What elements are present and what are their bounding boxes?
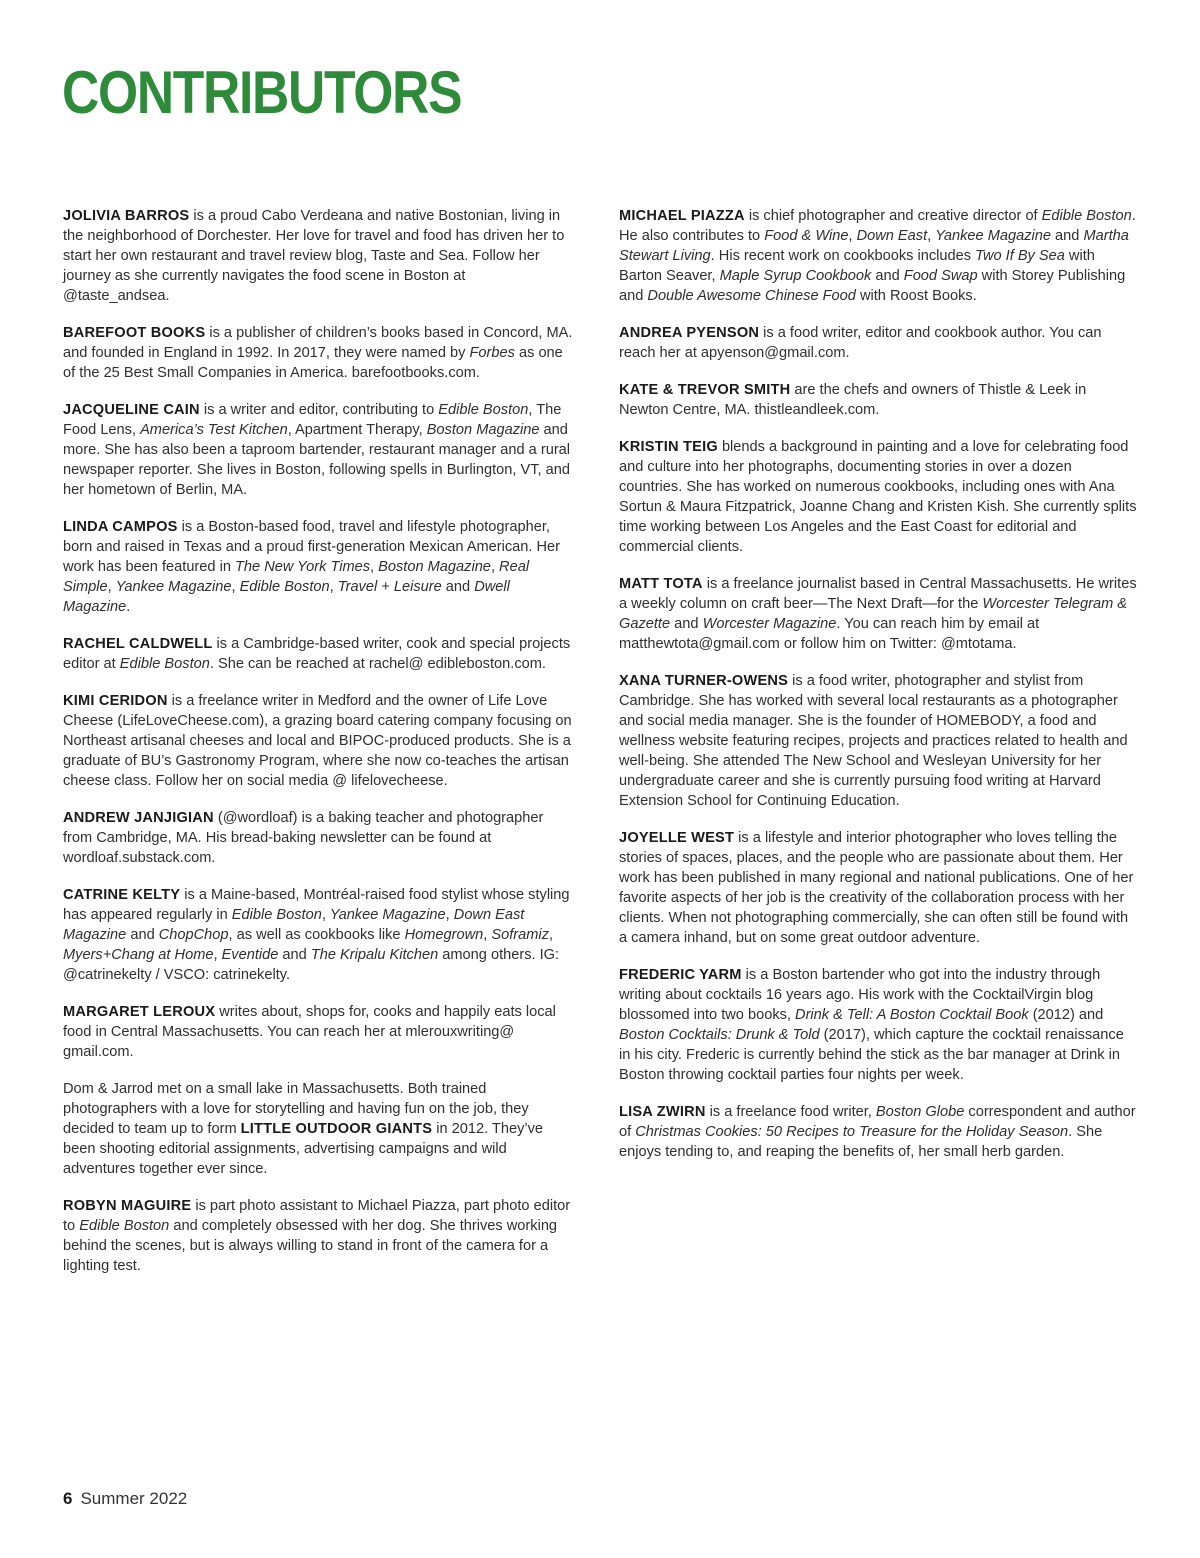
publication-title: Boston Globe [875, 1104, 965, 1120]
bio-text: is a food writer, photographer and stylist from Cambridge. She has worked with several local restaurants as a photographer and social media manager. She is the founder of HOMEBODY, a food and wellness website featuring recipes, projects and practices related to health and well-being. She attended The New School and Wesleyan University for her undergraduate career and she is currently pursuing food writing at Harvard Extension School for Continuing Education. [619, 673, 1128, 809]
contributor-bio-barefoot-books [63, 323, 575, 383]
bio-text: , [107, 579, 116, 595]
bio-text: are the chefs and owners of Thistle & Leek in Newton Centre, MA. thistleandleek.com. [619, 382, 1087, 418]
contributor-name: MATT TOTA [619, 576, 703, 592]
bio-text: in 2012. They’ve been shooting editorial assignments, advertising campaigns and wild adventures together ever since. [63, 1121, 544, 1177]
contributor-bio-catrine-kelty [63, 885, 575, 985]
bio-text: , [848, 228, 857, 244]
publication-title: Homegrown [404, 927, 484, 943]
publication-title: ChopChop [158, 927, 229, 943]
bio-text: with Barton Seaver, [619, 248, 1095, 284]
contributor-name: ROBYN MAGUIRE [63, 1198, 192, 1214]
publication-title: Edible Boston [79, 1218, 170, 1234]
contributor-name: LISA ZWIRN [619, 1104, 706, 1120]
publication-title: Boston Magazine [426, 422, 540, 438]
bio-text: is a lifestyle and interior photographer who loves telling the stories of spaces, places, and the people who are passionate about them. Her work has been published in many regional and national publications. One of her favorite aspects of her job is the creativity of the collaboration process with her clients. When not photographing commercially, she can often still be found with a camera inhand, but on some great outdoor adventure. [619, 830, 1134, 946]
bio-text: , [548, 927, 553, 943]
contributor-name: ANDREW JANJIGIAN [63, 810, 214, 826]
contributor-name: JOYELLE WEST [619, 830, 735, 846]
publication-title: The New York Times [235, 559, 371, 575]
bio-text: is chief photographer and creative director of [744, 208, 1042, 224]
contributor-name: KATE & TREVOR SMITH [619, 382, 791, 398]
contributor-name: MARGARET LEROUX [63, 1004, 216, 1020]
publication-title: Edible Boston [1041, 208, 1132, 224]
bio-text: , [370, 559, 379, 575]
bio-text: is a Boston-based food, travel and lifestyle photographer, born and raised in Texas and a proud first-generation Mexican American. Her work has been featured in [63, 519, 560, 575]
contributor-bio-xana-turner-owens [619, 671, 1137, 811]
contributor-bio-kimi-ceridon [63, 691, 575, 791]
contributor-bio-jolivia-barros [63, 206, 575, 306]
contributor-name: CATRINE KELTY [63, 887, 181, 903]
bio-text: , [483, 927, 492, 943]
publication-title: Christmas Cookies: 50 Recipes to Treasure for the Holiday Season [635, 1124, 1069, 1140]
publication-title: Edible Boston [438, 402, 529, 418]
bio-text: and [670, 616, 703, 632]
contributor-name: ANDREA PYENSON [619, 325, 760, 341]
bio-text: , [213, 947, 222, 963]
contributor-name: LINDA CAMPOS [63, 519, 178, 535]
contributor-bio-margaret-leroux [63, 1002, 575, 1062]
contributor-bio-robyn-maguire [63, 1196, 575, 1276]
publication-title: Maple Syrup Cookbook [719, 268, 872, 284]
publication-title: Food Swap [903, 268, 978, 284]
bio-text: with Roost Books. [855, 288, 977, 304]
publication-title: Down East [856, 228, 928, 244]
bio-text: is a freelance writer in Medford and the owner of Life Love Cheese (LifeLoveCheese.com), a grazing board catering company focusing on Northeast artisanal cheeses and local and BIPOC-produced products. She is a graduate of BU’s Gastronomy Program, where she now co-teaches the artisan cheese class. Follow her on social media @ lifelovecheese. [63, 693, 572, 789]
publication-title: Edible Boston [119, 656, 210, 672]
bio-text: is a food writer, editor and cookbook author. You can reach her at apyenson@gmail.com. [619, 325, 1102, 361]
contributor-bio-lisa-zwirn [619, 1102, 1137, 1162]
publication-title: Martha Stewart Living [619, 228, 1129, 264]
publication-title: Down East Magazine [63, 907, 525, 943]
contributor-bio-rachel-caldwell [63, 634, 575, 674]
bio-text: (2017), which capture the cocktail renaissance in his city. Frederic is currently behind the stick as the bar manager at Drink in Boston throwing cocktail parties four nights per week. [619, 1027, 1124, 1083]
bio-text: and [871, 268, 904, 284]
bio-text: and [441, 579, 475, 595]
bio-text: , [490, 559, 500, 575]
bio-text: is a freelance food writer, [705, 1104, 876, 1120]
bio-text: with Storey Publishing and [619, 268, 1126, 304]
bio-text: (@wordloaf) is a baking teacher and photographer from Cambridge, MA. His bread-baking newsletter can be found at wordloaf.substack.com. [63, 810, 544, 866]
contributor-bio-michael-piazza [619, 206, 1137, 306]
publication-title: Soframiz [491, 927, 549, 943]
contributor-bio-little-outdoor-giants [63, 1079, 575, 1179]
issue-label: Summer 2022 [80, 1489, 188, 1508]
bio-text: among others. IG: @catrinekelty / VSCO: catrinekelty. [63, 947, 560, 983]
bio-text: and [126, 927, 159, 943]
contributor-bio-kate-trevor-smith [619, 380, 1137, 420]
publication-title: Boston Magazine [378, 559, 491, 575]
contributor-name: KRISTIN TEIG [619, 439, 718, 455]
bio-text: . He also contributes to [619, 208, 1136, 244]
publication-title: Drink & Tell: A Boston Cocktail Book [795, 1007, 1029, 1023]
publication-title: Food & Wine [764, 228, 849, 244]
publication-title: Eventide [221, 947, 279, 963]
page-footer [63, 1488, 187, 1510]
contributor-name: XANA TURNER-OWENS [619, 673, 789, 689]
publication-title: Yankee Magazine [115, 579, 232, 595]
contributor-name: FREDERIC YARM [619, 967, 742, 983]
publication-title: Travel + Leisure [337, 579, 442, 595]
publication-title: Double Awesome Chinese Food [647, 288, 856, 304]
contributor-name: MICHAEL PIAZZA [619, 208, 745, 224]
right-column [619, 206, 1137, 1179]
left-column [63, 206, 575, 1293]
bio-text: writes about, shops for, cooks and happily eats local food in Central Massachusetts. You can reach her at mlerouxwriting@ gmail.com. [63, 1004, 556, 1060]
bio-text: and [278, 947, 311, 963]
contributor-bio-andrea-pyenson [619, 323, 1137, 363]
bio-text: is a writer and editor, contributing to [199, 402, 439, 418]
bio-text: . You can reach him by email at matthewtota@gmail.com or follow him on Twitter: @mtotama. [619, 616, 1040, 652]
publication-title: Edible Boston [239, 579, 330, 595]
contributor-name: JACQUELINE CAIN [63, 402, 200, 418]
bio-text: Dom & Jarrod met on a small lake in Massachusetts. Both trained photographers with a love for storytelling and having fun on the job, they decided to team up to form [63, 1081, 529, 1137]
page-title: CONTRIBUTORS [62, 59, 462, 126]
contributor-name: RACHEL CALDWELL [63, 636, 213, 652]
bio-text: correspondent and author of [619, 1104, 1136, 1140]
contributor-name: KIMI CERIDON [63, 693, 168, 709]
bio-text: , [321, 907, 330, 923]
bio-text: (2012) and [1028, 1007, 1104, 1023]
publication-title: Forbes [469, 345, 515, 361]
bio-text: . [126, 599, 131, 615]
page-number: 6 [63, 1489, 73, 1508]
bio-text: , [329, 579, 338, 595]
bio-text: is a proud Cabo Verdeana and native Bostonian, living in the neighborhood of Dorchester. Her love for travel and food has driven her to start her own restaurant and travel review blog, Taste and Sea. Follow her journey as she currently navigates the food scene in Boston at @taste_andsea. [63, 208, 565, 304]
bio-text: , [445, 907, 454, 923]
contributor-bio-frederic-yarm [619, 965, 1137, 1085]
publication-title: Real Simple [63, 559, 530, 595]
contributor-bio-linda-campos [63, 517, 575, 617]
contributor-bio-kristin-teig [619, 437, 1137, 557]
contributor-bio-joyelle-west [619, 828, 1137, 948]
bio-text: is a freelance journalist based in Central Massachusetts. He writes a weekly column on craft beer—The Next Draft—for the [619, 576, 1137, 612]
publication-title: Worcester Magazine [702, 616, 837, 632]
publication-title: Edible Boston [231, 907, 322, 923]
publication-title: Yankee Magazine [329, 907, 446, 923]
bio-text: , as well as cookbooks like [228, 927, 405, 943]
publication-title: Myers+Chang at Home [63, 947, 214, 963]
publication-title: Worcester Telegram & Gazette [619, 596, 1128, 632]
bio-text: , The Food Lens, [63, 402, 562, 438]
bio-text: and more. She has also been a taproom bartender, restaurant manager and a rural newspaper reporter. She lives in Boston, following spells in Burlington, VT, and her hometown of Berlin, MA. [63, 422, 571, 498]
contributor-bio-matt-tota [619, 574, 1137, 654]
contributor-bio-jacqueline-cain [63, 400, 575, 500]
publication-title: Two If By Sea [975, 248, 1065, 264]
contributor-bio-andrew-janjigian [63, 808, 575, 868]
bio-text: is a Cambridge-based writer, cook and special projects editor at [63, 636, 571, 672]
contributor-name: BAREFOOT BOOKS [63, 325, 206, 341]
bio-text: as one of the 25 Best Small Companies in America. barefootbooks.com. [63, 345, 563, 381]
bio-text: , [927, 228, 936, 244]
bio-text: . His recent work on cookbooks includes [710, 248, 976, 264]
publication-title: Boston Cocktails: Drunk & Told [619, 1027, 820, 1043]
bio-text: and completely obsessed with her dog. She thrives working behind the scenes, but is always willing to stand in front of the camera for a lighting test. [63, 1218, 558, 1274]
bio-text: . She enjoys tending to, and reaping the benefits of, her small herb garden. [619, 1124, 1103, 1160]
bio-text: is a publisher of children’s books based in Concord, MA. and founded in England in 1992. In 2017, they were named by [63, 325, 573, 361]
bio-text: , Apartment Therapy, [287, 422, 427, 438]
publication-title: America’s Test Kitchen [140, 422, 288, 438]
bio-text: is a Boston bartender who got into the industry through writing about cocktails 16 years ago. His work with the CocktailVirgin blog blossomed into two books, [619, 967, 1101, 1023]
publication-title: Yankee Magazine [935, 228, 1051, 244]
bio-text: is a Maine-based, Montréal-raised food stylist whose styling has appeared regularly in [63, 887, 570, 923]
publication-title: Dwell Magazine [63, 579, 510, 615]
contributor-name: LITTLE OUTDOOR GIANTS [240, 1121, 433, 1137]
bio-text: , [231, 579, 240, 595]
bio-text: blends a background in painting and a love for celebrating food and culture into her photographs, documenting stories in over a dozen countries. She has worked on numerous cookbooks, including ones with Ana Sortun & Maura Fitzpatrick, Joanne Chang and Kristen Kish. She currently splits time working between Los Angeles and the East Coast for editorial and commercial clients. [619, 439, 1137, 555]
publication-title: The Kripalu Kitchen [310, 947, 439, 963]
bio-text: . She can be reached at rachel@ edibleboston.com. [209, 656, 546, 672]
bio-text: is part photo assistant to Michael Piazza, part photo editor to [63, 1198, 571, 1234]
contributor-name: JOLIVIA BARROS [63, 208, 190, 224]
bio-text: and [1051, 228, 1084, 244]
